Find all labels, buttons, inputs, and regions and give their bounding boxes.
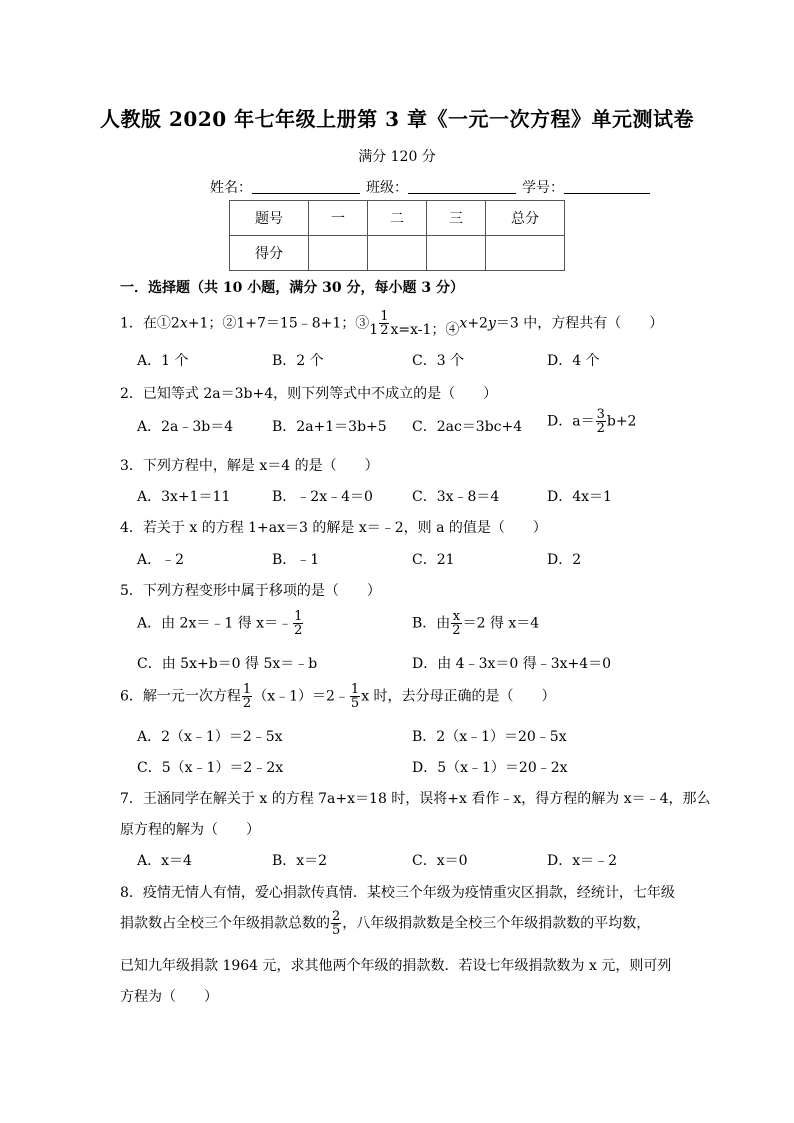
option-a[interactable]: A．2（x﹣1）＝2﹣5x — [137, 729, 283, 745]
score-table — [229, 200, 565, 271]
column-header: 二 — [368, 201, 427, 236]
score-cell[interactable] — [368, 236, 427, 271]
q1-var: x — [179, 315, 188, 332]
id-blank[interactable] — [564, 179, 650, 194]
section-heading: 一．选择题（共 10 小题，满分 30 分，每小题 3 分） — [120, 280, 464, 296]
option-d[interactable]: D．a＝ $\frac{3}{2}$ b+2 — [547, 407, 637, 436]
option-d[interactable]: D．2 — [547, 552, 582, 568]
option-c[interactable]: C．21 — [412, 552, 455, 568]
option-c[interactable]: C．由 5x+b＝0 得 5x＝﹣b — [137, 656, 318, 672]
fraction: $\frac{1}{5}$ — [350, 682, 360, 711]
score-cell[interactable] — [486, 236, 565, 271]
fraction: $\frac{1}{2}$ — [242, 682, 252, 711]
question-8-line-1: 8．疫情无情人有情，爱心捐款传真情．某校三个年级为疫情重灾区捐款，经统计，七年级 — [120, 885, 675, 901]
name-blank[interactable] — [252, 179, 360, 194]
question-5: 5．下列方程变形中属于移项的是（ ） — [120, 583, 381, 599]
id-label: 学号： — [522, 180, 564, 196]
question-3: 3．下列方程中，解是 x＝4 的是（ ） — [120, 458, 379, 474]
q1-var: x — [459, 315, 468, 332]
question-1 — [120, 310, 663, 337]
score-cell[interactable] — [309, 236, 368, 271]
q1-text: ＝3 中，方程共有（ ） — [495, 315, 664, 332]
table-row — [230, 201, 565, 236]
option-a[interactable]: A．由 2x＝﹣1 得 x＝﹣ $\frac{1}{2}$ — [137, 609, 303, 638]
option-a[interactable]: A．﹣2 — [137, 552, 185, 568]
column-header: 三 — [427, 201, 486, 236]
question-8-line-4: 方程为（ ） — [120, 989, 218, 1005]
option-b[interactable]: B．﹣1 — [272, 552, 320, 568]
option-b[interactable]: B．2（x﹣1）＝20﹣5x — [412, 729, 567, 745]
option-c[interactable]: C．3 个 — [412, 353, 465, 369]
question-8-line-2: 捐款数占全校三个年级捐款总数的 $\frac{2}{5}$ ，八年级捐款数是全校三个年级捐款数的平均数， — [120, 909, 651, 938]
score-cell[interactable] — [427, 236, 486, 271]
option-d[interactable]: D．x＝﹣2 — [547, 853, 618, 869]
question-8-line-3: 已知九年级捐款 1964 元，求其他两个年级的捐款数．若设七年级捐款数为 x 元，则可列 — [120, 958, 672, 974]
option-a[interactable]: A．2a﹣3b＝4 — [137, 419, 234, 435]
question-7-line-2: 原方程的解为（ ） — [120, 822, 260, 838]
name-label: 姓名： — [210, 180, 252, 196]
fraction: $\frac{x}{2}$ — [452, 609, 461, 638]
q1-text: x=x-1；④ — [390, 321, 460, 338]
option-a[interactable]: A．x＝4 — [137, 853, 192, 869]
option-d[interactable]: D．4x＝1 — [547, 489, 612, 505]
table-row — [230, 236, 565, 271]
option-b[interactable]: B．2a+1＝3b+5 — [272, 419, 387, 435]
option-c[interactable]: C．x＝0 — [412, 853, 468, 869]
option-a[interactable]: A．3x+1＝11 — [137, 489, 231, 505]
option-c[interactable]: C．2ac＝3bc+4 — [412, 419, 523, 435]
q1-var: y — [487, 315, 496, 332]
option-b[interactable]: B．x＝2 — [272, 853, 328, 869]
class-blank[interactable] — [408, 179, 516, 194]
full-score: 满分 120 分 — [358, 149, 436, 165]
option-d[interactable]: D．5（x﹣1）＝20﹣2x — [412, 760, 568, 776]
question-2: 2．已知等式 2a＝3b+4，则下列等式中不成立的是（ ） — [120, 386, 498, 402]
student-info — [210, 177, 650, 197]
question-7-line-1: 7．王涵同学在解关于 x 的方程 7a+x＝18 时，误将+x 看作﹣x，得方程的解为 x＝﹣4，那么 — [120, 791, 711, 807]
class-label: 班级： — [366, 180, 408, 196]
option-c[interactable]: C．3x﹣8＝4 — [412, 489, 500, 505]
option-c[interactable]: C．5（x﹣1）＝2﹣2x — [137, 760, 284, 776]
question-6: 6．解一元一次方程 $\frac{1}{2}$ （x﹣1）＝2﹣ $\frac{1}{5}$ x 时，去分母正确的是（ ） — [120, 682, 556, 711]
option-d[interactable]: D．4 个 — [547, 353, 600, 369]
column-header: 一 — [309, 201, 368, 236]
q1-text: +2 — [467, 315, 488, 332]
q1-text: 1．在①2 — [120, 315, 180, 332]
fraction: $\frac{2}{5}$ — [332, 909, 341, 938]
page-title: 人教版 2020 年七年级上册第 3 章《一元一次方程》单元测试卷 — [100, 107, 694, 131]
fraction: $\frac{1}{2}$ — [380, 309, 389, 338]
column-header: 总分 — [486, 201, 565, 236]
option-b[interactable]: B．由 $\frac{x}{2}$ ＝2 得 x＝4 — [412, 609, 540, 638]
option-b[interactable]: B．﹣2x﹣4＝0 — [272, 489, 373, 505]
row-header: 题号 — [230, 201, 309, 236]
question-4: 4．若关于 x 的方程 1+ax＝3 的解是 x＝﹣2，则 a 的值是（ ） — [120, 520, 547, 536]
row-header: 得分 — [230, 236, 309, 271]
option-b[interactable]: B．2 个 — [272, 353, 324, 369]
option-a[interactable]: A．1 个 — [137, 353, 189, 369]
q1-text: 1 — [369, 321, 379, 338]
fraction: $\frac{1}{2}$ — [294, 609, 303, 638]
fraction: $\frac{3}{2}$ — [596, 407, 605, 436]
option-d[interactable]: D．由 4﹣3x＝0 得﹣3x+4＝0 — [412, 656, 612, 672]
q1-text: +1；②1+7＝15﹣8+1；③ — [187, 315, 370, 332]
